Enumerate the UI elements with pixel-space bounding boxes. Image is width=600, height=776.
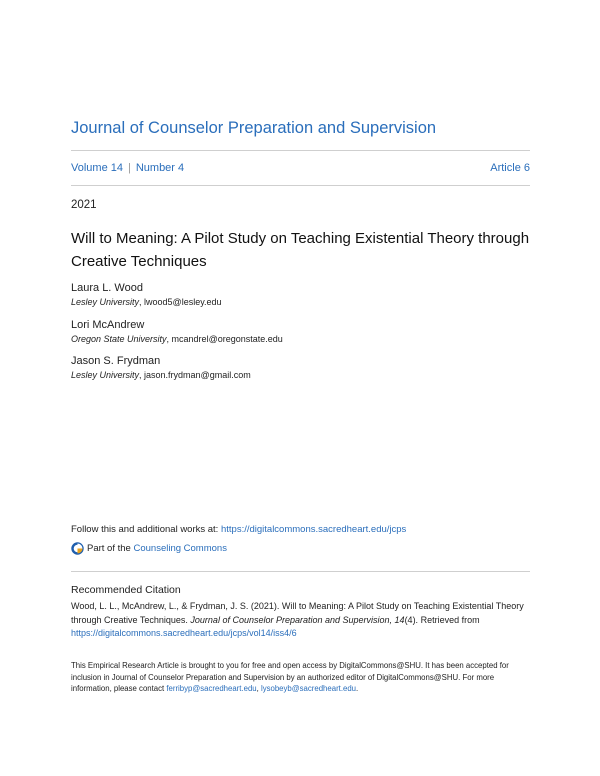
part-of-prefix: Part of the	[87, 543, 131, 554]
follow-text: Follow this and additional works at:	[71, 524, 221, 535]
citation-text	[71, 600, 533, 641]
author-email-2[interactable]: , mcandrel@oregonstate.edu	[166, 334, 283, 344]
footer-notice	[71, 660, 533, 695]
footer-text: This Empirical Research Article is brought to you for free and open access by DigitalCommons@SHU. It has been accepted for inclusion in Journal of Counselor Preparation and Supervision by an authorized editor of DigitalCommons@SHU. For more information, please contact	[71, 661, 509, 693]
footer-sep: ,	[256, 684, 261, 693]
article-title: Will to Meaning: A Pilot Study on Teaching Existential Theory through Creative Techniques	[71, 230, 530, 270]
author-affiliation-2	[71, 334, 283, 344]
issue-divider	[71, 185, 530, 186]
issue-separator: |	[127, 162, 131, 174]
affiliation-2: Oregon State University	[71, 334, 167, 344]
footer-end: .	[356, 684, 359, 693]
volume-link[interactable]: Volume 14	[71, 162, 123, 174]
follow-url[interactable]: https://digitalcommons.sacredheart.edu/jcps	[220, 524, 407, 535]
author-email-3[interactable]: , jason.frydman@gmail.com	[139, 370, 251, 380]
recommended-citation-label: Recommended Citation	[71, 584, 181, 596]
issue-bar	[71, 162, 530, 174]
affiliation-3: Lesley University	[71, 370, 140, 380]
number-link[interactable]: Number 4	[135, 162, 185, 174]
journal-title[interactable]: Journal of Counselor Preparation and Supervision	[71, 119, 437, 137]
follow-line	[71, 524, 406, 535]
citation-part-2: (4). Retrieved from	[404, 614, 480, 625]
author-name-2: Lori McAndrew	[71, 319, 145, 331]
citation-divider	[71, 571, 530, 572]
contact-email-2[interactable]: lysobeyb@sacredheart.edu	[260, 684, 357, 693]
counseling-commons-link[interactable]: Counseling Commons	[133, 543, 227, 554]
author-affiliation-1	[71, 297, 222, 307]
bepress-commons-icon	[71, 542, 84, 555]
citation-part-1: Wood, L. L., McAndrew, L., & Frydman, J. S. (2021). Will to Meaning: A Pilot Study on Teaching Existential Theory through Creative Techniques.	[71, 601, 524, 625]
top-divider	[71, 150, 530, 151]
author-affiliation-3	[71, 370, 251, 380]
part-of-line	[71, 542, 227, 555]
author-name-3: Jason S. Frydman	[71, 355, 161, 367]
author-email-1[interactable]: , lwood5@lesley.edu	[139, 297, 222, 307]
citation-journal: Journal of Counselor Preparation and Supervision, 14	[190, 614, 405, 625]
contact-email-1[interactable]: ferribyp@sacredheart.edu	[166, 684, 257, 693]
citation-url[interactable]: https://digitalcommons.sacredheart.edu/jcps/vol14/iss4/6	[71, 628, 297, 638]
publication-year: 2021	[71, 199, 97, 211]
author-name-1: Laura L. Wood	[71, 282, 143, 294]
article-number[interactable]: Article 6	[490, 162, 530, 174]
affiliation-1: Lesley University	[71, 297, 140, 307]
